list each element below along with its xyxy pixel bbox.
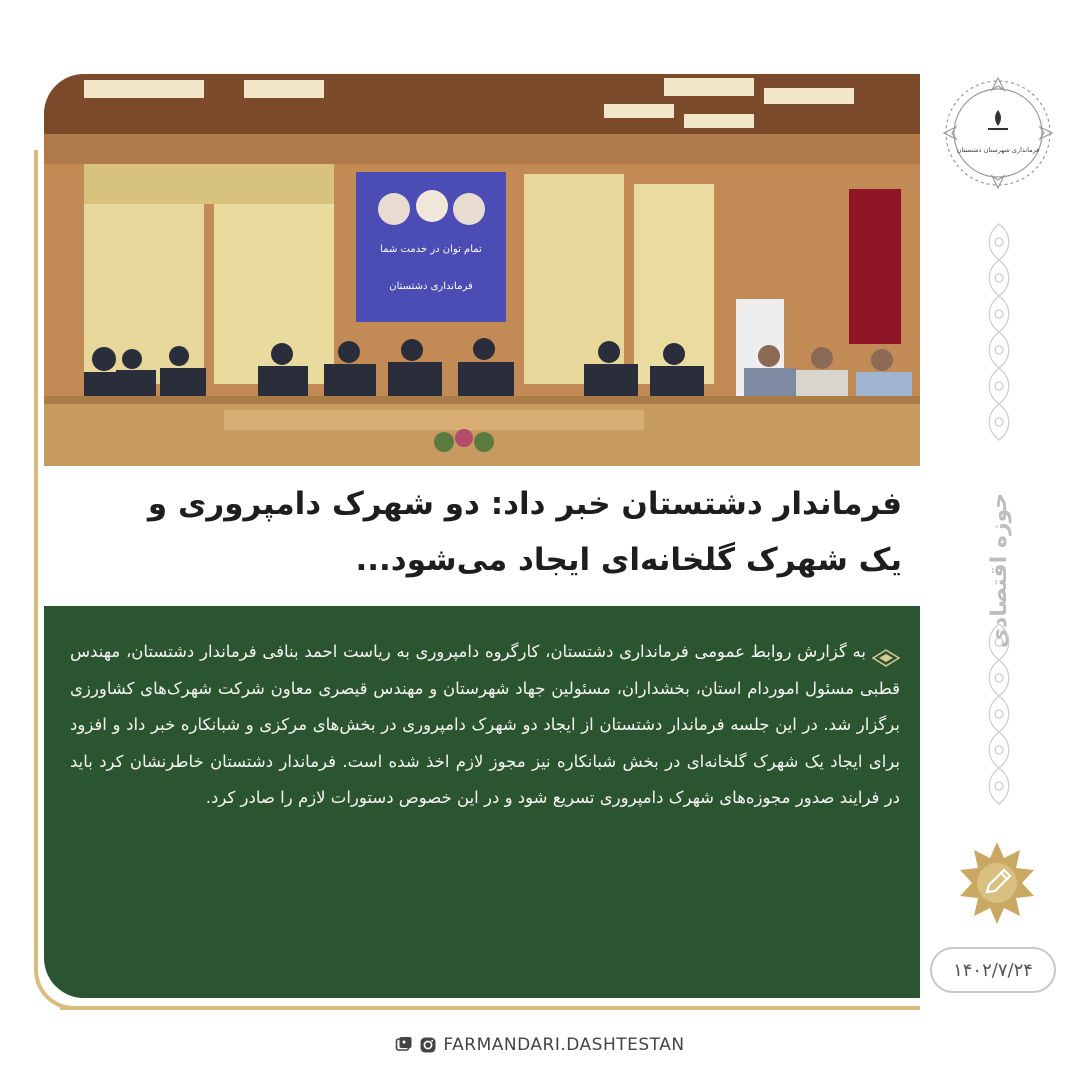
gallery-icon	[395, 1036, 413, 1054]
headline: فرماندار دشتستان خبر داد: دو شهرک دامپروری و یک شهرک گلخانه‌ای ایجاد می‌شود...	[147, 486, 902, 578]
instagram-handle[interactable]: FARMANDARI.DASHTESTAN	[443, 1035, 685, 1055]
date-pill	[930, 947, 1056, 993]
pen-badge	[954, 840, 1040, 926]
gold-frame-bottom	[60, 1006, 920, 1010]
body-box	[44, 606, 920, 998]
bullet-ornament-icon	[872, 644, 900, 662]
headline-box	[86, 466, 920, 606]
banner-line2: فرمانداری دشتستان	[389, 281, 473, 292]
emblem-logo	[940, 70, 1056, 196]
ornament-strip-bottom	[982, 620, 1016, 820]
date-text: ۱۴۰۲/۷/۲۴	[953, 959, 1033, 981]
category-text: حوزه اقتصادی	[987, 492, 1013, 648]
body-text-container	[70, 634, 900, 817]
banner-line1: تمام توان در خدمت شما	[380, 244, 482, 255]
footer	[0, 1030, 1080, 1060]
meeting-photo	[44, 74, 920, 466]
body-paragraph: به گزارش روابط عمومی فرمانداری دشتستان، کارگروه دامپروری به ریاست احمد بنافی فرماندار دشتستان، مهندس قطبی مسئول اموردام استان، بخشداران، مسئولین جهاد شهرستان و مهندس قیصری معاون شرکت شهرک‌های کشاورزی برگزار شد. در این جلسه فرماندار دشتستان از ایجاد دو شهرک دامپروری در بخش‌های مرکزی و شبانکاره خبر داد و افزود برای ایجاد یک شهرک گلخانه‌ای در بخش شبانکاره نیز مجوز لازم اخذ شده است. فرماندار دشتستان خاطرنشان کرد باید در فرایند صدور مجوزه‌های شهرک دامپروری تسریع شود و در این خصوص دستورات لازم را صادر کرد.	[70, 642, 900, 807]
ornament-strip-top	[982, 220, 1016, 450]
instagram-icon	[419, 1036, 437, 1054]
side-column	[930, 70, 1070, 1010]
emblem-text: فرمانداری شهرستان دشتستان	[956, 146, 1040, 154]
